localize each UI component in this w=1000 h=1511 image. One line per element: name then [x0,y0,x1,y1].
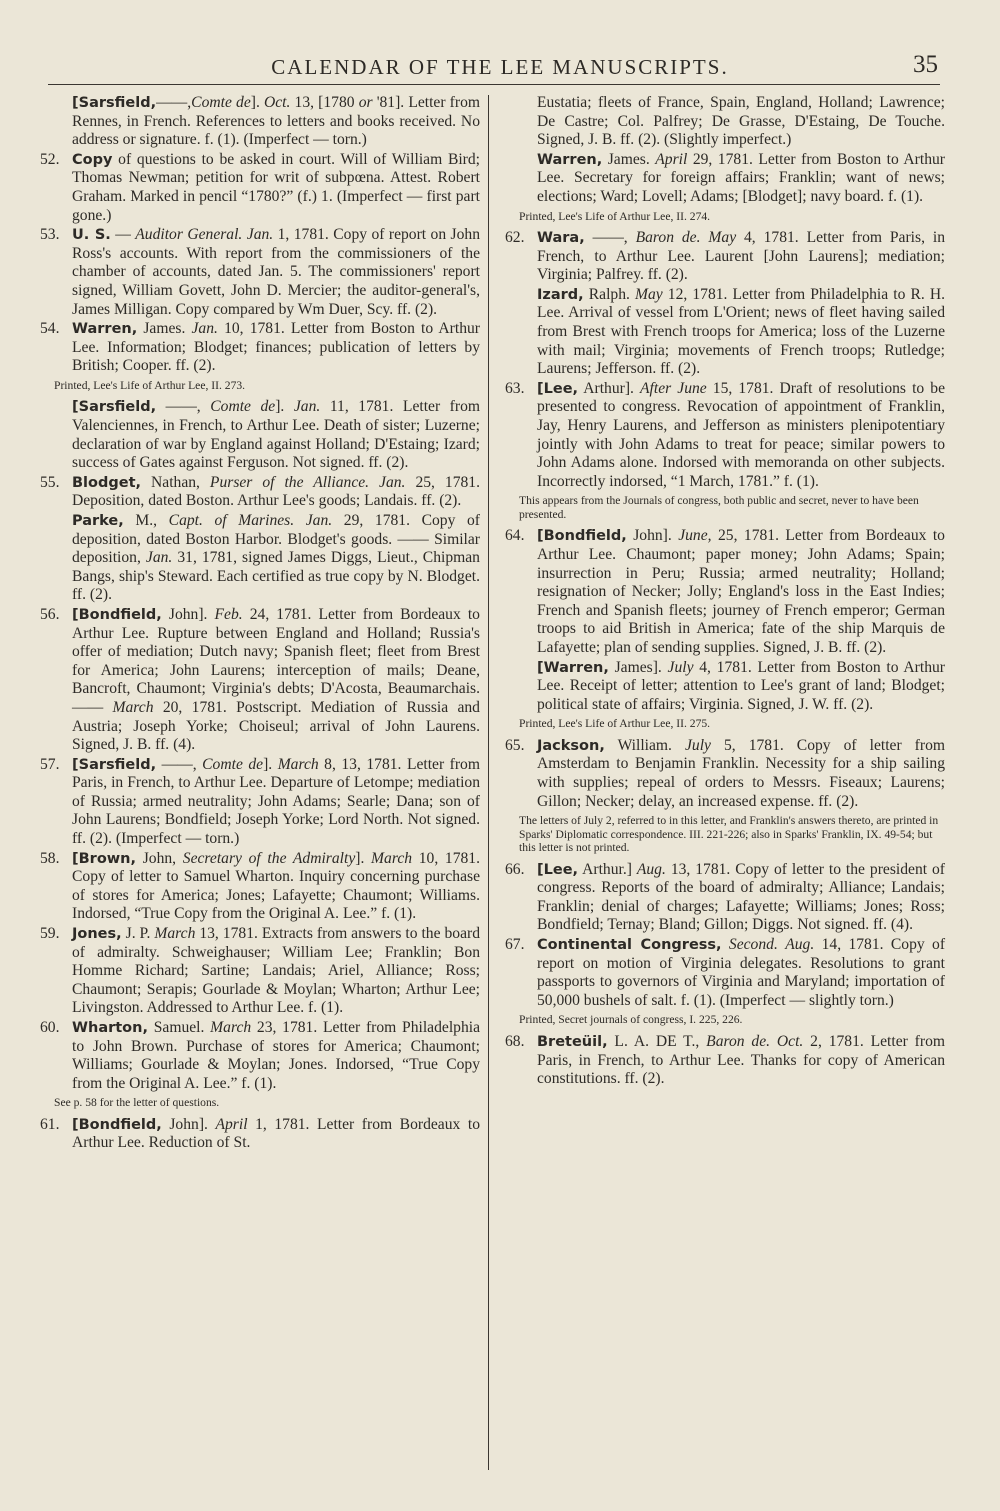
entry-italic: Feb. [214,605,243,623]
calendar-entry [40,320,480,376]
entry-text: 10, 1781. Letter from Boston to Arthur Lee. Information; Blodget; finances; publication of letters by British; Cooper. ff. (2). [72,320,480,375]
entry-name-rest: James. [602,150,656,168]
entry-italic: Baron de. [635,229,701,247]
print-note: Printed, Lee's Life of Arthur Lee, II. 275. [519,717,711,731]
entry-text: 10, 1781. Copy of letter to Samuel Wharton. Inquiry concerning purchase of stores for America; Jones; Lafayette; Chaumont; Williams. Indorsed, “True Copy from the Original A. Lee.” f. (1). [72,849,480,923]
calendar-entry [40,226,480,319]
entry-text: 2, 1781. Letter from Paris, in French, to Arthur Lee. Thanks for copy of American constitutions. ff. (2). [537,1032,945,1088]
entry-text: 25, 1781. Deposition, dated Boston. Arthur Lee's goods; Landais. ff. (2). [72,473,480,510]
entry-text: 13, 1781. Extracts from answers to the board of admiralty. Schweighauser; William Lee; Franklin; Bon Homme Richard; Sartine; Landais; Ariel, Alliance; Ross; Chaumont; Serapis; Gourlade & Moylan; Wharton; Arthur Lee; Livingston. Addressed to Arthur Lee. f. (1). [72,925,480,1017]
entry-text: 15, 1781. Draft of resolutions to be presented to congress. Revocation of appointment of Franklin, Jay, Henry Laurens, and Jefferson as ministers plenipotentiary jointly with John Adams to treat for peace; similar powers to John Adams alone. Indorsed with memoranda on other subjects. Incorrectly indorsed, “1 March, 1781.” f. (1). [537,379,946,490]
entry-heading: [Bondfield, [72,1116,162,1133]
calendar-entry [40,151,480,225]
calendar-entry [40,474,480,511]
calendar-entry [40,606,480,755]
print-note: Printed, Lee's Life of Arthur Lee, II. 273. [54,378,246,392]
entry-text: of questions to be asked in court. Will of William Bird; Thomas Newman; petition for writ of subpœna. Attest. Robert Graham. Marked in pencil “1780?” (f.) 1. (Imperfect — first part gone.) [72,150,480,224]
entry-text: 14, 1781. Copy of report on motion of Virginia delegates. Resolutions to grant passports to governors of Virginia and Maryland; importation of 50,000 bushels of salt. f. (1). (Imperfect — slightly torn.) [537,936,946,1009]
entry-text: ]. [250,94,264,111]
calendar-entry [40,756,480,849]
entry-heading: [Bondfield, [72,606,162,623]
entry-name-rest: John, [136,849,183,867]
entry-number: 57. [40,755,60,773]
entry-name-rest: ——, [156,94,192,111]
entry-heading: Breteüil, [537,1033,608,1050]
entry-italic: Auditor General. [135,226,243,244]
header-rule [48,84,940,85]
running-title: CALENDAR OF THE LEE MANUSCRIPTS. [271,55,729,79]
entry-number: 55. [40,473,60,491]
entry-italic: March [154,925,196,943]
print-note: This appears from the Journals of congress, both public and secret, never to have been presented. [519,494,919,521]
entry-name-rest: L. A. DE T., [607,1032,707,1050]
entry-heading: Blodget, [72,474,142,491]
entry-number: 65. [505,736,525,754]
entry-italic: Jan. [191,320,218,338]
calendar-entry [505,151,945,207]
entry-italic: July [667,658,694,676]
entry-name-rest: Samuel. [147,1019,211,1036]
entry-italic: Aug. [636,860,666,878]
entry-text: '81]. Letter from Rennes, in French. References to letters and books received. No address or signature. f. (1). (Imperfect — torn.) [72,94,480,149]
entry-italic: Second. [728,936,778,954]
entry-heading: Warren, [72,321,138,338]
entry-italic: Oct. [776,1032,804,1050]
entry-text: 13, 1781. Copy of letter to the president of congress. Reports of the board of admiralty; Alliance; Landais; Franklin; denial of charges; Lafayette; Williams; Jones; Ross; Bondfield; Ternay; Bland; Gillon; Diggs. Not signed. ff. (4). [537,860,945,934]
entry-heading: Jones, [72,926,122,943]
entry-text: ]. [275,398,294,416]
entry-number: 63. [505,379,525,397]
entry-text: 12, 1781. Letter from Philadelphia to R. H. Lee. Arrival of vessel from L'Orient; news of fleet having sailed from Brest with French troops for America; loss of the Luzerne with mail; Virginia; movements of French troops; Rutledge; Laurens; Jefferson. ff. (2). [537,285,945,378]
entry-number: 68. [505,1032,525,1050]
calendar-entry [40,925,480,1018]
entry-text: 29, 1781. Letter from Boston to Arthur Lee. Secretary for foreign affairs; Franklin; want of news; elections; Ward; Lovell; Adams; [Blodget]; navy board. f. (1). [537,150,945,205]
calendar-entry [505,936,945,1010]
entry-number: 60. [40,1019,60,1036]
calendar-entry [505,286,945,379]
entry-italic: March [112,698,154,716]
entry-heading: Wharton, [72,1020,148,1036]
entry-name-rest: ——, [584,229,636,247]
entry-heading: [Brown, [72,850,137,867]
entry-number: 62. [505,229,525,247]
entry-number: 66. [505,860,525,878]
entry-italic: March [277,755,319,773]
entry-heading: [Lee, [537,861,579,878]
print-note: See p. 58 for the letter of questions. [54,1096,220,1110]
entry-text [369,474,379,491]
entry-number: 59. [40,925,60,943]
entry-text: 31, 1781, signed James Diggs, Lieut., Chipman Bangs, ship's Steward. Each certified as true copy by N. Blodget. ff. (2). [72,549,480,604]
entry-number: 67. [505,936,525,954]
entry-name-rest: John]. [161,1115,216,1133]
entry-name-rest: Arthur]. [578,379,641,397]
entry-number: 56. [40,605,60,623]
calendar-entry [505,229,945,285]
entry-italic: March [210,1019,252,1036]
calendar-entry [505,527,945,657]
page-number: 35 [913,51,938,78]
entry-name-rest: ——, [156,755,203,773]
entry-name-rest: Nathan, [141,473,210,491]
entry-heading: Warren, [537,151,603,168]
entry-text: 24, 1781. Letter from Bordeaux to Arthur Lee. Rupture between England and Holland; Russia's offer of mediation; Dutch navy; Spanish fleet; fleet from Brest for America; John Laurens; interception of mails; Deane, Bancroft, Chaumont; Virginia's debts; D'Acosta, Beaumarchais. —— [72,605,480,716]
entry-italic: Comte de [210,398,276,416]
entry-italic: Jan. [145,549,173,567]
entry-heading: Copy [72,151,113,168]
entry-name-rest: James]. [608,658,668,676]
entry-number: 54. [40,320,60,338]
entry-italic: Baron de. [706,1032,771,1050]
calendar-entry [40,398,480,472]
calendar-entry [40,1019,480,1093]
entry-text: Eustatia; fleets of France, Spain, England, Holland; Lawrence; De Castre; Col. Palfrey; De Grasse, D'Estaing, De Touche. Signed, J. B. ff. (2). (Slightly imperfect.) [537,94,945,149]
entry-text: 1, 1781. Copy of report on John Ross's accounts. With report from the commissioners of the chamber of accounts, dated Jan. 5. The commissioners' report signed, William Govett, John D. Mercier; the auditor-general's, James Milligan. Copy compared by Wm Duer, Scy. ff. (2). [72,226,481,318]
entry-text: 20, 1781. Postscript. Mediation of Russia and Austria; Joseph Yorke; Choiseul; arrival of John Laurens. Signed, J. B. ff. (4). [72,698,480,754]
entry-text: ]. [355,849,372,867]
entry-italic: May [708,229,737,247]
calendar-entry [40,512,480,605]
entry-italic: Aug. [785,936,815,954]
print-note: The letters of July 2, referred to in this letter, and Franklin's answers thereto, are printed in Sparks' Diplomatic correspondence. III. 221-226; also in Sparks' Franklin, IX. 49-54; but this letter is not printed. [519,814,939,855]
entry-italic: Capt. of Marines. [168,511,295,529]
entry-text [294,512,306,529]
entry-text [770,1033,777,1050]
entry-italic: Jan. [246,226,274,244]
entry-heading: [Sarsfield, [72,756,157,773]
entry-heading: [Sarsfield, [72,95,157,111]
print-note: Printed, Lee's Life of Arthur Lee, II. 274. [519,209,711,223]
calendar-entry [505,861,945,935]
entry-italic: Purser of the Alliance. [209,473,370,491]
entry-heading: Jackson, [537,737,605,754]
entry-text: 25, 1781. Letter from Bordeaux to Arthur Lee. Chaumont; paper money; John Adams; Spain; insurrection in Peru; Russia; armed neutrality; Holland; resignation of Necker; Jolly; England's loss in the East Indies; French and Spanish fleets; journey of French emperor; German troops to aid British in America; fate of the ship Marquis de Lafayette; plan of sending supplies. Signed, J. B. ff. (2). [537,527,945,656]
calendar-entry [40,94,480,150]
entry-name-rest: Ralph. [583,285,635,303]
entry-text: 29, 1781. Copy of deposition, dated Boston Harbor. Blodget's goods. —— Similar deposition, [72,511,481,567]
entry-heading: [Lee, [537,380,579,397]
entry-number: 61. [40,1115,60,1133]
calendar-entry [505,659,945,715]
entry-italic: May [634,285,663,303]
entry-italic: Comte de [202,755,264,773]
entry-number: 64. [505,527,525,545]
entry-italic: April [655,150,688,168]
entry-italic: Oct. [263,94,291,111]
entry-italic: Jan. [305,511,333,529]
column-divider [488,95,489,1470]
entry-number: 52. [40,150,60,168]
calendar-entry [40,850,480,924]
entry-text: 8, 13, 1781. Letter from Paris, in French, to Arthur Lee. Departure of Letompe; mediation of Russia; armed neutrality; John Adams; Searle; Dana; son of John Laurens; Bondfield; Joseph Yorke; Lord North. Not signed. ff. (2). (Imperfect — torn.) [72,755,480,848]
entry-text: 11, 1781. Letter from Valenciennes, in French, to Arthur Lee. Death of sister; Luzerne; declaration of war by England against Holland; D'Estaing; Izard; success of Gates against Ferguson. Not signed. ff. (2). [72,398,480,472]
entry-text: 4, 1781. Letter from Paris, in French, to Arthur Lee. Laurent [John Laurens]; mediation; Virginia; Palfrey. ff. (2). [537,229,945,284]
entry-heading: [Warren, [537,659,609,676]
right-column [505,94,945,1089]
entry-text: 5, 1781. Copy of letter from Amsterdam to Benjamin Franklin. Necessity for a ship sailing with supplies; repeal of orders to Messrs. Fiseaux; Laurens; Gillon; Necker; delay, an increased expense. ff. (2). [537,736,945,810]
entry-italic: April [215,1115,248,1133]
entry-italic: or [358,94,373,111]
entry-name-rest: Arthur.] [578,860,637,878]
entry-name-rest: James. [137,320,192,338]
entry-italic: Comte de [191,94,251,111]
page-header [0,51,1000,91]
entry-heading: U. S. [72,227,111,244]
entry-italic: July [684,736,711,754]
entry-heading: Parke, [72,512,124,529]
entry-heading: Wara, [537,230,585,247]
entry-italic: Secretary of the Admiralty [182,849,356,867]
entry-italic: June, [678,527,712,545]
entry-text: 1, 1781. Letter from Bordeaux to Arthur Lee. Reduction of St. [72,1115,480,1152]
entry-name-rest: ——, [156,398,211,416]
entry-italic: March [371,849,413,867]
entry-name-rest: M., [123,511,169,529]
entry-number: 53. [40,226,60,244]
entry-heading: Continental Congress, [537,937,722,954]
calendar-entry [505,380,945,492]
calendar-entry [505,1033,945,1089]
entry-name-rest: J. P. [121,925,155,943]
print-note: Printed, Secret journals of congress, I. 225, 226. [519,1013,743,1027]
entry-name-rest [722,936,729,953]
entry-text: 23, 1781. Letter from Philadelphia to John Brown. Purchase of stores for America; Chaumont; Williams; Gourlade & Moylan; Jones. Indorsed, “True Copy from the Original A. Lee.” f. (1). [72,1019,480,1092]
entry-name-rest: John]. [626,527,679,545]
left-column [40,94,480,1153]
entry-heading: [Bondfield, [537,528,627,545]
calendar-entry [40,1116,480,1153]
entry-heading: Izard, [537,286,584,303]
entry-text: 13, [1780 [290,94,359,111]
entry-text: 4, 1781. Letter from Boston to Arthur Lee. Receipt of letter; attention to Lee's grant of land; Blodget; political state of affairs; Virginia. Signed, J. W. ff. (2). [537,658,945,713]
calendar-entry [505,94,945,150]
entry-italic: Jan. [293,398,321,416]
entry-text: ]. [263,755,278,773]
entry-number: 58. [40,849,60,867]
entry-italic: Jan. [379,473,406,491]
entry-heading: [Sarsfield, [72,399,157,416]
entry-name-rest: — [110,226,136,244]
entry-name-rest: William. [604,736,685,754]
entry-italic: After June [640,379,707,397]
entry-name-rest: John]. [161,605,215,623]
calendar-entry [505,737,945,811]
